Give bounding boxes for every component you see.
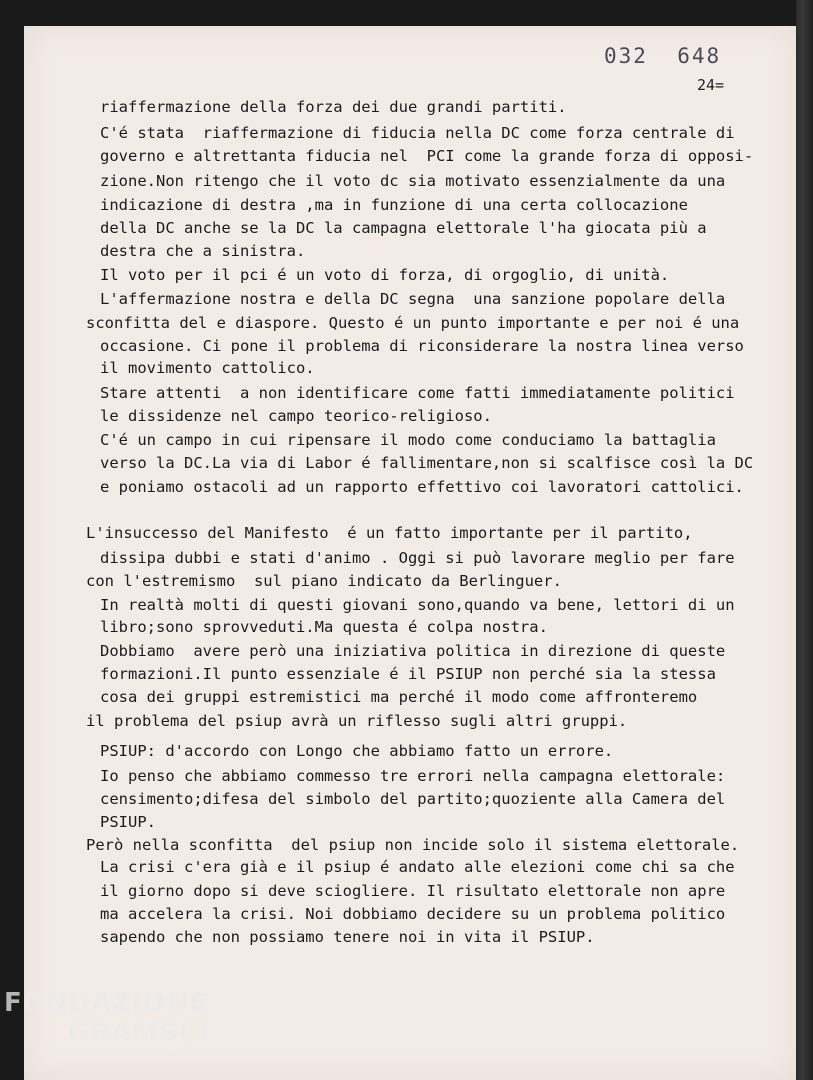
text-line: indicazione di destra ,ma in funzione di una certa collocazione <box>100 196 688 214</box>
text-line: il movimento cattolico. <box>100 359 315 377</box>
text-line: dissipa dubbi e stati d'animo . Oggi si può lavorare meglio per fare <box>100 549 735 567</box>
text-line: libro;sono sprovveduti.Ma questa é colpa nostra. <box>100 618 548 636</box>
text-line: con l'estremismo sul piano indicato da Berlinguer. <box>86 572 562 590</box>
text-line: C'é un campo in cui ripensare il modo come conduciamo la battaglia <box>100 431 716 449</box>
text-line: formazioni.Il punto essenziale é il PSIUP non perché sia la stessa <box>100 665 716 683</box>
text-line: Stare attenti a non identificare come fatti immediatamente politici <box>100 384 735 402</box>
page-number: 24= <box>697 76 725 94</box>
text-line: PSIUP. <box>100 813 156 831</box>
archive-number: 032 648 <box>604 44 722 68</box>
watermark-line-1: FONDAZIONE <box>4 988 208 1018</box>
text-line: Però nella sconfitta del psiup non incide solo il sistema elettorale. <box>86 836 740 854</box>
text-line: ma accelera la crisi. Noi dobbiamo decidere su un problema politico <box>100 905 726 923</box>
page-edge <box>796 0 813 1080</box>
text-line: della DC anche se la DC la campagna elettorale l'ha giocata più a <box>100 219 707 237</box>
text-line: le dissidenze nel campo teorico-religioso. <box>100 407 492 425</box>
text-line: L'affermazione nostra e della DC segna una sanzione popolare della <box>100 290 726 308</box>
watermark-line-2: GRAMSCI <box>68 1018 210 1048</box>
text-line: sapendo che non possiamo tenere noi in vita il PSIUP. <box>100 928 595 946</box>
text-line: L'insuccesso del Manifesto é un fatto importante per il partito, <box>86 524 693 542</box>
text-line: Il voto per il pci é un voto di forza, di orgoglio, di unità. <box>100 266 670 284</box>
text-line: PSIUP: d'accordo con Longo che abbiamo fatto un errore. <box>100 742 614 760</box>
text-line: La crisi c'era già e il psiup é andato alle elezioni come chi sa che <box>100 858 735 876</box>
text-line: riaffermazione della forza dei due grandi partiti. <box>100 98 567 116</box>
text-line: governo e altrettanta fiducia nel PCI come la grande forza di opposi- <box>100 147 754 165</box>
text-line: il giorno dopo si deve sciogliere. Il risultato elettorale non apre <box>100 882 726 900</box>
text-line: Dobbiamo avere però una iniziativa politica in direzione di queste <box>100 642 726 660</box>
text-line: cosa dei gruppi estremistici ma perché il modo come affronteremo <box>100 688 698 706</box>
text-line: In realtà molti di questi giovani sono,quando va bene, lettori di un <box>100 596 735 614</box>
text-line: e poniamo ostacoli ad un rapporto effettivo coi lavoratori cattolici. <box>100 478 744 496</box>
text-line: zione.Non ritengo che il voto dc sia motivato essenzialmente da una <box>100 172 726 190</box>
watermark-line-3: onlus <box>166 1048 188 1057</box>
text-line: verso la DC.La via di Labor é fallimentare,non si scalfisce così la DC <box>100 454 754 472</box>
text-line: il problema del psiup avrà un riflesso sugli altri gruppi. <box>86 712 628 730</box>
text-line: sconfitta del e diaspore. Questo é un punto importante e per noi é una <box>86 314 740 332</box>
text-line: occasione. Ci pone il problema di riconsiderare la nostra linea verso <box>100 337 744 355</box>
text-line: destra che a sinistra. <box>100 242 306 260</box>
text-line: Io penso che abbiamo commesso tre errori nella campagna elettorale: <box>100 767 726 785</box>
text-line: censimento;difesa del simbolo del partito;quoziente alla Camera del <box>100 790 726 808</box>
fondazione-gramsci-watermark <box>4 988 210 1057</box>
text-line: C'é stata riaffermazione di fiducia nella DC come forza centrale di <box>100 124 735 142</box>
